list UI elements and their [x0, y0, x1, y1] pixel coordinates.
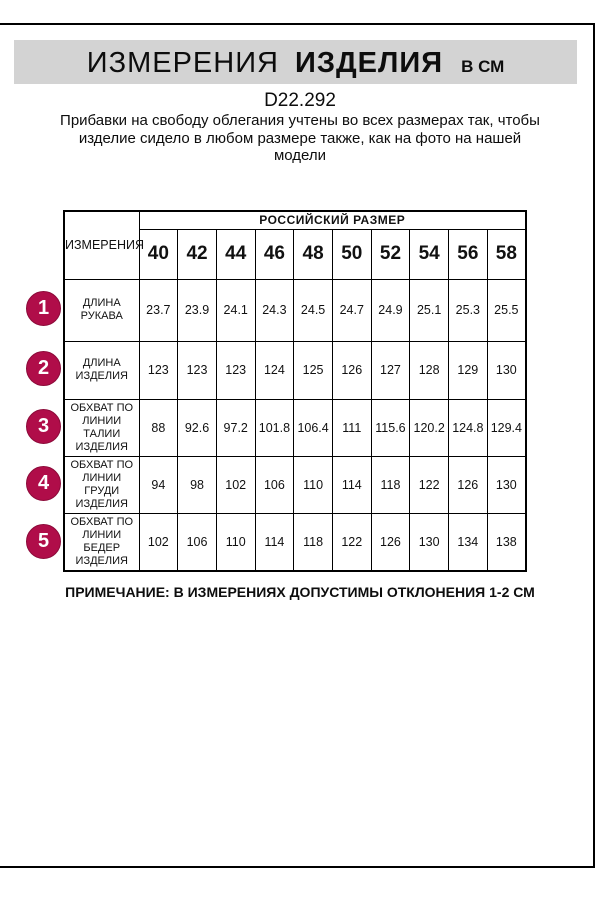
size-header-cell: 54: [410, 229, 449, 279]
row-number-badge-1: 1: [26, 291, 61, 326]
size-header-cell: 40: [139, 229, 178, 279]
size-header-cell: 48: [294, 229, 333, 279]
row-number-badge-4: 4: [26, 466, 61, 501]
value-cell: 24.1: [216, 279, 255, 341]
value-cell: 130: [487, 456, 526, 513]
title-bar: [14, 40, 577, 84]
value-cell: 25.1: [410, 279, 449, 341]
value-cell: 102: [139, 513, 178, 571]
size-header-cell: 44: [216, 229, 255, 279]
row-label: ДЛИНА ИЗДЕЛИЯ: [64, 341, 139, 399]
value-cell: 122: [410, 456, 449, 513]
title-word-product: ИЗДЕЛИЯ: [295, 47, 444, 79]
value-cell: 111: [332, 399, 371, 456]
value-cell: 101.8: [255, 399, 294, 456]
value-cell: 138: [487, 513, 526, 571]
value-cell: 110: [216, 513, 255, 571]
page-title: [87, 47, 505, 80]
value-cell: 134: [449, 513, 488, 571]
size-header-cell: 46: [255, 229, 294, 279]
value-cell: 114: [332, 456, 371, 513]
value-cell: 122: [332, 513, 371, 571]
table-row-product-length: [64, 341, 526, 399]
value-cell: 127: [371, 341, 410, 399]
value-cell: 106.4: [294, 399, 333, 456]
value-cell: 106: [255, 456, 294, 513]
table-group-header-row: [64, 211, 526, 229]
value-cell: 123: [178, 341, 217, 399]
table-row-hip-girth: [64, 513, 526, 571]
value-cell: 126: [332, 341, 371, 399]
size-header-cell: 42: [178, 229, 217, 279]
value-cell: 24.9: [371, 279, 410, 341]
value-cell: 24.5: [294, 279, 333, 341]
value-cell: 124.8: [449, 399, 488, 456]
value-cell: 24.3: [255, 279, 294, 341]
value-cell: 88: [139, 399, 178, 456]
value-cell: 126: [371, 513, 410, 571]
note-text: ПРИМЕЧАНИЕ: В ИЗМЕРЕНИЯХ ДОПУСТИМЫ ОТКЛОНЕНИЯ 1-2 СМ: [65, 584, 535, 600]
value-cell: 25.3: [449, 279, 488, 341]
size-header-cell: 56: [449, 229, 488, 279]
size-header-cell: 50: [332, 229, 371, 279]
value-cell: 126: [449, 456, 488, 513]
value-cell: 123: [139, 341, 178, 399]
table-row-chest-girth: [64, 456, 526, 513]
value-cell: 118: [294, 513, 333, 571]
description-text: Прибавки на свободу облегания учтены во всех размерах так, чтобы изделие сидело в любом размере также, как на фото на нашей модели: [60, 112, 540, 164]
value-cell: 115.6: [371, 399, 410, 456]
value-cell: 124: [255, 341, 294, 399]
value-cell: 129: [449, 341, 488, 399]
value-cell: 120.2: [410, 399, 449, 456]
value-cell: 98: [178, 456, 217, 513]
row-number-badge-3: 3: [26, 409, 61, 444]
value-cell: 23.9: [178, 279, 217, 341]
value-cell: 106: [178, 513, 217, 571]
value-cell: 114: [255, 513, 294, 571]
value-cell: 92.6: [178, 399, 217, 456]
value-cell: 123: [216, 341, 255, 399]
value-cell: 23.7: [139, 279, 178, 341]
table-row-sleeve-length: [64, 279, 526, 341]
value-cell: 118: [371, 456, 410, 513]
table-row-waist-girth: [64, 399, 526, 456]
article-code: D22.292: [264, 90, 336, 111]
value-cell: 24.7: [332, 279, 371, 341]
row-number-badge-5: 5: [26, 524, 61, 559]
row-label: ОБХВАТ ПО ЛИНИИ ГРУДИ ИЗДЕЛИЯ: [64, 456, 139, 513]
size-header-cell: 58: [487, 229, 526, 279]
value-cell: 110: [294, 456, 333, 513]
value-cell: 94: [139, 456, 178, 513]
row-label: ОБХВАТ ПО ЛИНИИ БЕДЕР ИЗДЕЛИЯ: [64, 513, 139, 571]
value-cell: 129.4: [487, 399, 526, 456]
title-unit-cm: В СМ: [461, 57, 505, 76]
value-cell: 130: [410, 513, 449, 571]
row-number-badge-2: 2: [26, 351, 61, 386]
value-cell: 102: [216, 456, 255, 513]
value-cell: 125: [294, 341, 333, 399]
value-cell: 97.2: [216, 399, 255, 456]
russian-size-header: РОССИЙСКИЙ РАЗМЕР: [139, 211, 526, 229]
value-cell: 128: [410, 341, 449, 399]
title-word-measurements: ИЗМЕРЕНИЯ: [86, 47, 279, 79]
row-label: ОБХВАТ ПО ЛИНИИ ТАЛИИ ИЗДЕЛИЯ: [64, 399, 139, 456]
value-cell: 130: [487, 341, 526, 399]
size-header-cell: 52: [371, 229, 410, 279]
row-label: ДЛИНА РУКАВА: [64, 279, 139, 341]
size-table: [63, 210, 527, 572]
value-cell: 25.5: [487, 279, 526, 341]
measurements-column-header: ИЗМЕРЕНИЯ: [64, 211, 139, 279]
